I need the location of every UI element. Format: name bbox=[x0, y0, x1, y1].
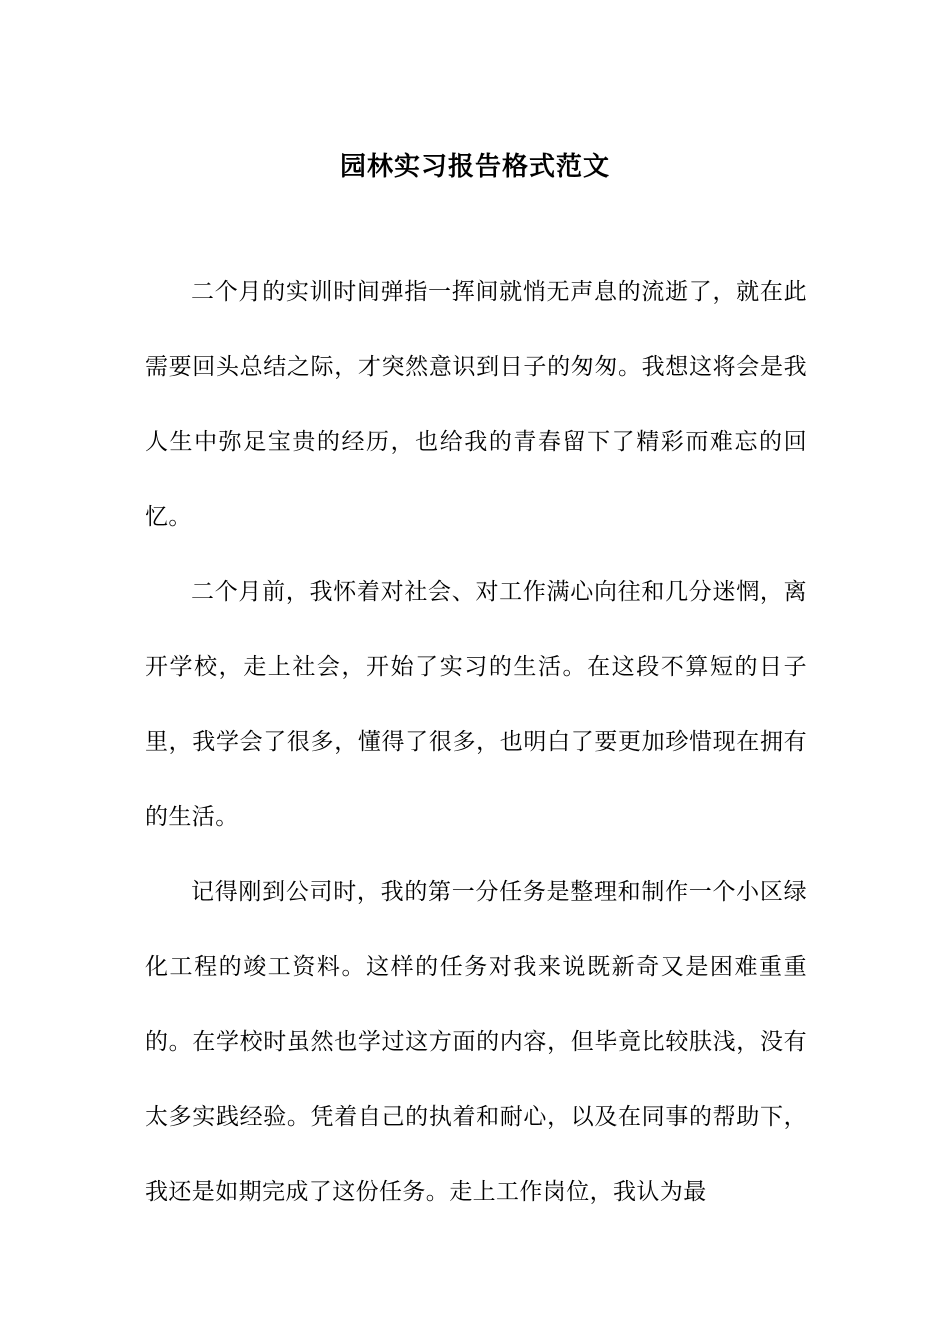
paragraph-3: 记得刚到公司时，我的第一分任务是整理和制作一个小区绿化工程的竣工资料。这样的任务对我来说既新奇又是困难重重的。在学校时虽然也学过这方面的内容，但毕竟比较肤浅，没有太多实践经验。凭着自己的执着和耐心，以及在同事的帮助下，我还是如期完成了这份任务。走上工作岗位，我认为最 bbox=[145, 879, 807, 1205]
document-body bbox=[145, 255, 807, 1230]
paragraph-1: 二个月的实训时间弹指一挥间就悄无声息的流逝了，就在此需要回头总结之际，才突然意识到日子的匆匆。我想这将会是我人生中弥足宝贵的经历，也给我的青春留下了精彩而难忘的回忆。 bbox=[145, 279, 807, 530]
document-title: 园林实习报告格式范文 bbox=[339, 152, 610, 183]
paragraph-2: 二个月前，我怀着对社会、对工作满心向往和几分迷惘，离开学校，走上社会，开始了实习的生活。在这段不算短的日子里，我学会了很多，懂得了很多，也明白了要更加珍惜现在拥有的生活。 bbox=[145, 579, 807, 830]
